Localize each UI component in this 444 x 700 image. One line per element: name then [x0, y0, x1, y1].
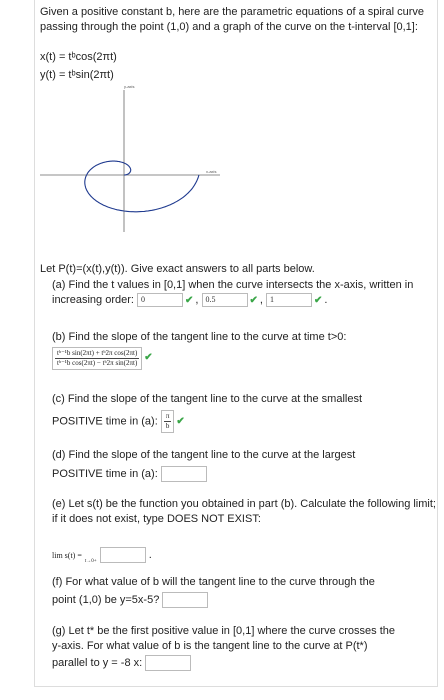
answer-a2[interactable]: 0.5	[202, 293, 248, 307]
part-a-text: (a) Find the t values in [0,1] when the curve intersects the x-axis, written in increasing order:	[52, 279, 414, 306]
part-d-text-1: (d) Find the slope of the tangent line to the curve at the largest	[52, 449, 356, 461]
part-e	[40, 497, 444, 569]
answer-a1[interactable]: 0	[137, 293, 183, 307]
intro-text: Given a positive constant b, here are the parametric equations of a spiral curve passing through the point (1,0) and a graph of the curve on the t-interval [0,1]:	[40, 6, 424, 33]
part-g-text-1: (g) Let t* be the first positive value in [0,1] where the curve crosses the	[52, 625, 396, 637]
check-icon: ✔	[185, 295, 194, 306]
equation-y: y(t) = tᵇsin(2πt)	[40, 69, 114, 81]
limit-subscript: t→0+	[84, 558, 97, 564]
limit-expression: lim s(t) =	[52, 550, 82, 560]
part-f	[40, 575, 444, 608]
check-icon: ✔	[176, 416, 185, 428]
spiral-curve	[85, 161, 199, 212]
part-b-text: (b) Find the slope of the tangent line to the curve at time t>0:	[52, 331, 347, 343]
part-c-text-2: POSITIVE time in (a):	[52, 415, 158, 428]
answer-g-input[interactable]	[145, 655, 191, 671]
answer-b-numerator: tᵇ⁻¹b sin(2πt) + tᵇ2π cos(2πt)	[57, 349, 138, 357]
answer-b-denominator: tᵇ⁻¹b cos(2πt) − tᵇ2π sin(2πt)	[57, 359, 138, 367]
separator: ,	[259, 294, 263, 306]
part-d	[40, 448, 444, 482]
part-c-text-1: (c) Find the slope of the tangent line to the curve at the smallest	[52, 393, 363, 405]
part-d-text-2: POSITIVE time in (a):	[52, 467, 158, 480]
period: .	[324, 294, 328, 306]
answer-c-denominator: b	[165, 422, 170, 430]
period: .	[148, 548, 152, 561]
lead-text: Let P(t)=(x(t),y(t)). Give exact answers to all parts below.	[40, 263, 315, 275]
check-icon: ✔	[144, 352, 153, 364]
part-g-text-3: parallel to y = -8 x:	[52, 656, 143, 669]
part-b	[40, 330, 444, 370]
part-a	[40, 278, 444, 308]
part-g	[40, 624, 444, 671]
answer-c-numerator: π	[165, 412, 170, 420]
check-icon: ✔	[249, 295, 258, 306]
answer-a3[interactable]: 1	[266, 293, 312, 307]
answer-b[interactable]	[52, 347, 142, 370]
check-icon: ✔	[314, 295, 323, 306]
part-g-text-2: y-axis. For what value of b is the tangent line to the curve at P(t*)	[52, 640, 368, 652]
answer-e-input[interactable]	[100, 547, 146, 563]
part-c	[40, 392, 444, 433]
answer-f-input[interactable]	[162, 592, 208, 608]
part-f-text-1: (f) For what value of b will the tangent line to the curve through the	[52, 576, 375, 588]
y-axis-label: y-axis	[124, 84, 135, 89]
part-f-text-2: point (1,0) be y=5x-5?	[52, 593, 160, 606]
part-e-text: (e) Let s(t) be the function you obtained in part (b). Calculate the following limit; if it does not exist, type DOES NOT EXIST:	[52, 498, 436, 525]
equation-x: x(t) = tᵇcos(2πt)	[40, 51, 117, 63]
separator: ,	[195, 294, 199, 306]
answer-d-input[interactable]	[161, 466, 207, 482]
x-axis-label: x-axis	[206, 169, 217, 174]
spiral-graph	[40, 82, 230, 232]
answer-c[interactable]	[161, 410, 175, 433]
